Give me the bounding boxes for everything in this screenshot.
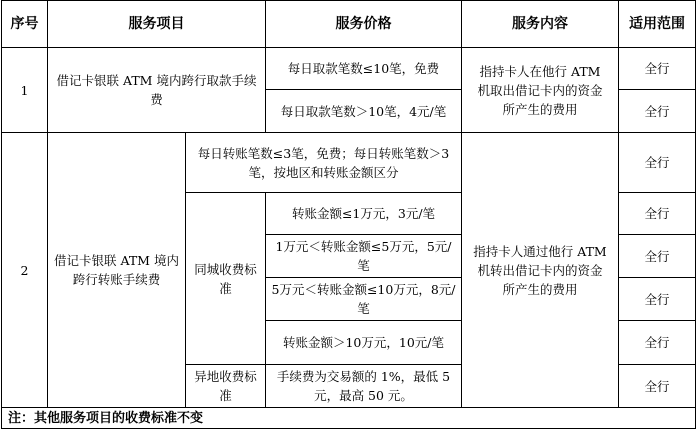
table-row xyxy=(2,48,696,90)
header-seq: 序号 xyxy=(2,1,48,48)
row2-same-city-4: 转账金额＞10万元，10元/笔 xyxy=(266,321,462,365)
row2-same-city-label: 同城收费标准 xyxy=(186,193,266,365)
row2-scope-3: 全行 xyxy=(619,235,696,278)
row2-same-city-2: 1万元＜转账金额≤5万元，5元/笔 xyxy=(266,235,462,278)
row1-price-2: 每日取款笔数＞10笔，4元/笔 xyxy=(266,90,462,133)
row2-same-city-3: 5万元＜转账金额≤10万元，8元/笔 xyxy=(266,278,462,321)
row2-scope-1: 全行 xyxy=(619,133,696,193)
row2-same-city-1: 转账金额≤1万元，3元/笔 xyxy=(266,193,462,235)
row2-scope-5: 全行 xyxy=(619,321,696,365)
row1-price-1: 每日取款笔数≤10笔，免费 xyxy=(266,48,462,90)
row1-content: 指持卡人在他行 ATM 机取出借记卡内的资金所产生的费用 xyxy=(462,48,619,133)
row2-scope-6: 全行 xyxy=(619,365,696,408)
header-price: 服务价格 xyxy=(266,1,462,48)
row1-seq: 1 xyxy=(2,48,48,133)
table-row xyxy=(2,133,696,193)
row1-scope-2: 全行 xyxy=(619,90,696,133)
row2-scope-4: 全行 xyxy=(619,278,696,321)
row2-scope-2: 全行 xyxy=(619,193,696,235)
table-note: 注：其他服务项目的收费标准不变 xyxy=(2,408,696,429)
fee-table xyxy=(1,0,696,429)
row2-content: 指持卡人通过他行 ATM 机转出借记卡内的资金所产生的费用 xyxy=(462,133,619,408)
row1-scope-1: 全行 xyxy=(619,48,696,90)
header-content: 服务内容 xyxy=(462,1,619,48)
row2-item: 借记卡银联 ATM 境内跨行转账手续费 xyxy=(48,133,186,408)
row2-remote-1: 手续费为交易额的 1%，最低 5 元，最高 50 元。 xyxy=(266,365,462,408)
header-item: 服务项目 xyxy=(48,1,266,48)
header-scope: 适用范围 xyxy=(619,1,696,48)
header-row xyxy=(2,1,696,48)
row2-remote-label: 异地收费标准 xyxy=(186,365,266,408)
note-row xyxy=(2,408,696,429)
row1-item: 借记卡银联 ATM 境内跨行取款手续费 xyxy=(48,48,266,133)
row2-free-rule: 每日转账笔数≤3笔，免费；每日转账笔数＞3笔，按地区和转账金额区分 xyxy=(186,133,462,193)
row2-seq: 2 xyxy=(2,133,48,408)
